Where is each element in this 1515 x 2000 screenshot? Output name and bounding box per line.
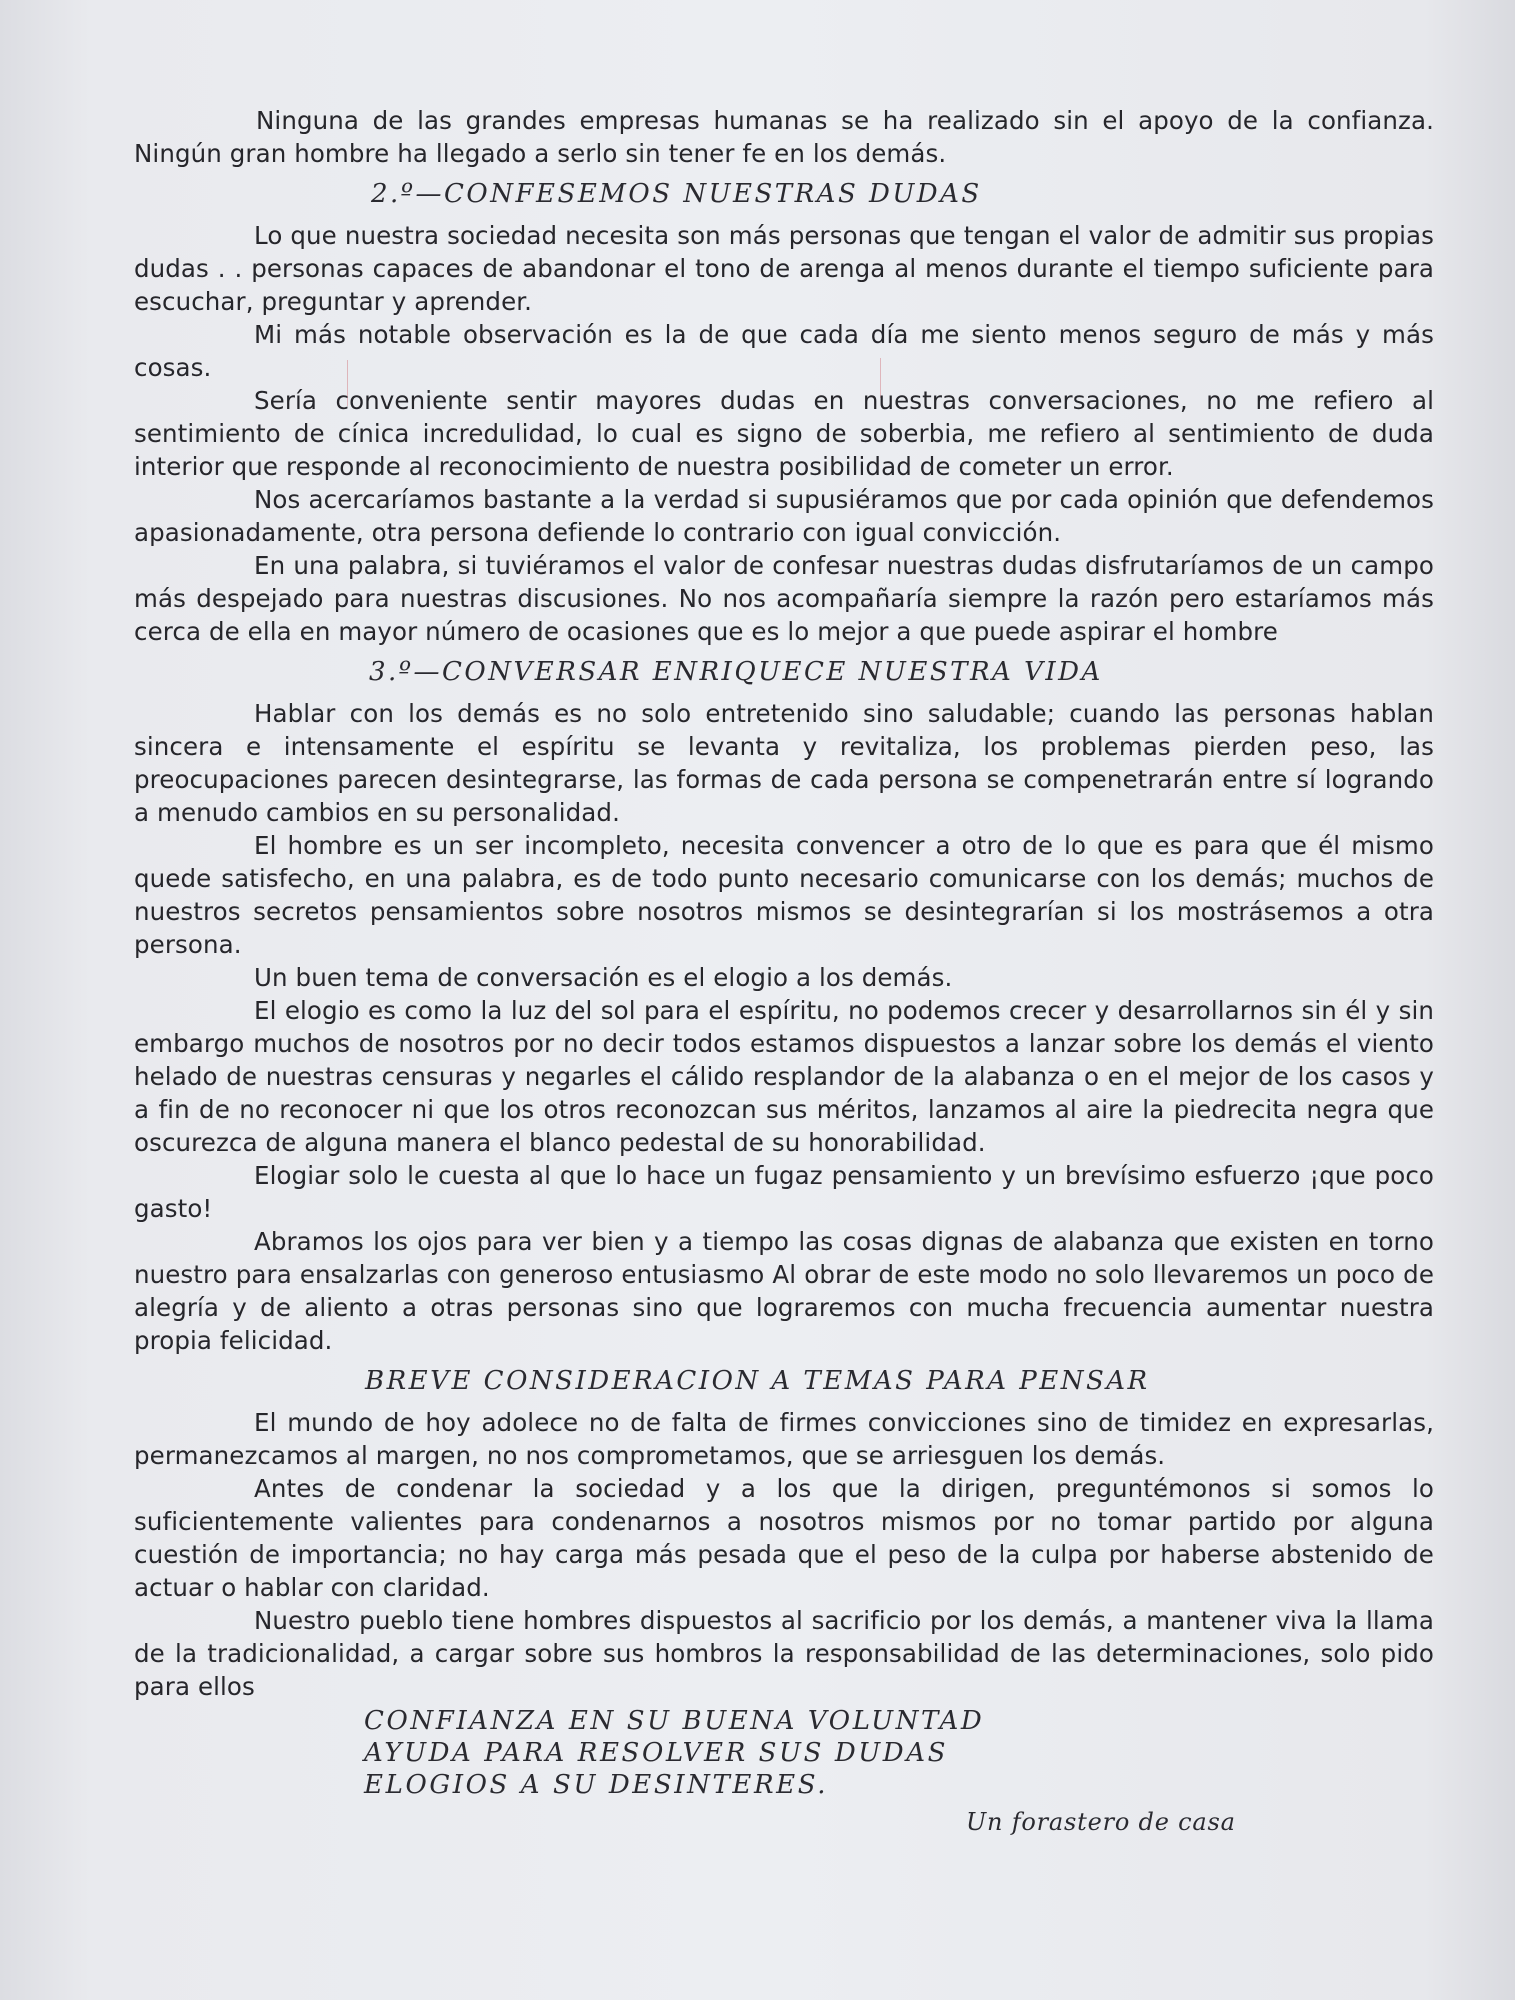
section-2-heading: 2.º—CONFESEMOS NUESTRAS DUDAS: [371, 179, 982, 209]
paragraph: Sería conveniente sentir mayores dudas en nuestras conversaciones, no me refiero al sentimiento de cínica incredulidad, lo cual es signo de soberbia, me refiero al sentimiento de duda interior que responde al reconocimiento de nuestra posibilidad de cometer un error.: [134, 386, 1434, 481]
closing-lines: [134, 1705, 1434, 1801]
article-body: [134, 104, 1434, 1801]
section-4-heading: BREVE CONSIDERACION A TEMAS PARA PENSAR: [365, 1366, 1150, 1396]
section-3-heading: 3.º—CONVERSAR ENRIQUECE NUESTRA VIDA: [369, 657, 1103, 687]
paragraph: El elogio es como la luz del sol para el espíritu, no podemos crecer y desarrollarnos sin él y sin embargo muchos de nosotros por no decir todos estamos dispuestos a lanzar sobre los demás el viento helado de nuestras censuras y negarles el cálido resplandor de la alabanza o en el mejor de los casos y a fin de no reconocer ni que los otros reconozcan sus méritos, lanzamos al aire la piedrecita negra que oscurezca de alguna manera el blanco pedestal de su honorabilidad.: [134, 996, 1434, 1157]
paragraph: Hablar con los demás es no solo entretenido sino saludable; cuando las personas hablan sincera e intensamente el espíritu se levanta y revitaliza, los problemas pierden peso, las preocupaciones parecen desintegrarse, las formas de cada persona se compenetrarán entre sí logrando a menudo cambios en su personalidad.: [134, 699, 1434, 827]
closing-line: AYUDA PARA RESOLVER SUS DUDAS: [364, 1738, 949, 1768]
paragraph: Nos acercaríamos bastante a la verdad si supusiéramos que por cada opinión que defendemos apasionadamente, otra persona defiende lo contrario con igual convicción.: [134, 485, 1434, 547]
paragraph: Abramos los ojos para ver bien y a tiempo las cosas dignas de alabanza que existen en torno nuestro para ensalzarlas con generoso entusiasmo Al obrar de este modo no solo llevaremos un poco de alegría y de aliento a otras personas sino que lograremos con mucha frecuencia aumentar nuestra propia felicidad.: [134, 1227, 1434, 1355]
intro-paragraph: Ninguna de las grandes empresas humanas se ha realizado sin el apoyo de la confianza. Ningún gran hombre ha llegado a serlo sin tener fe en los demás.: [134, 106, 1434, 168]
paragraph: Antes de condenar la sociedad y a los que la dirigen, preguntémonos si somos lo suficientemente valientes para condenarnos a nosotros mismos por no tomar partido por alguna cuestión de importancia; no hay carga más pesada que el peso de la culpa por haberse abstenido de actuar o hablar con claridad.: [134, 1474, 1434, 1602]
paragraph: El hombre es un ser incompleto, necesita convencer a otro de lo que es para que él mismo quede satisfecho, en una palabra, es de todo punto necesario comunicarse con los demás; muchos de nuestros secretos pensamientos sobre nosotros mismos se desintegrarían si los mostrásemos a otra persona.: [134, 831, 1434, 959]
paragraph: Mi más notable observación es la de que cada día me siento menos seguro de más y más cosas.: [134, 320, 1434, 382]
paragraph: Elogiar solo le cuesta al que lo hace un fugaz pensamiento y un brevísimo esfuerzo ¡que poco gasto!: [134, 1161, 1434, 1223]
paragraph: En una palabra, si tuviéramos el valor de confesar nuestras dudas disfrutaríamos de un campo más despejado para nuestras discusiones. No nos acompañaría siempre la razón pero estaríamos más cerca de ella en mayor número de ocasiones que es lo mejor a que puede aspirar el hombre: [134, 551, 1434, 646]
author-signature: Un forastero de casa: [966, 1808, 1236, 1836]
paragraph: Lo que nuestra sociedad necesita son más personas que tengan el valor de admitir sus propias dudas . . personas capaces de abandonar el tono de arenga al menos durante el tiempo suficiente para escuchar, preguntar y aprender.: [134, 221, 1434, 316]
paragraph: El mundo de hoy adolece no de falta de firmes convicciones sino de timidez en expresarlas, permanezcamos al margen, no nos comprometamos, que se arriesguen los demás.: [134, 1408, 1434, 1470]
paragraph: Un buen tema de conversación es el elogio a los demás.: [254, 963, 953, 992]
paragraph: Nuestro pueblo tiene hombres dispuestos al sacrificio por los demás, a mantener viva la llama de la tradicionalidad, a cargar sobre sus hombros la responsabilidad de las determinaciones, solo pido para ellos: [134, 1606, 1434, 1701]
closing-line: ELOGIOS A SU DESINTERES.: [364, 1770, 829, 1800]
closing-line: CONFIANZA EN SU BUENA VOLUNTAD: [364, 1706, 985, 1736]
